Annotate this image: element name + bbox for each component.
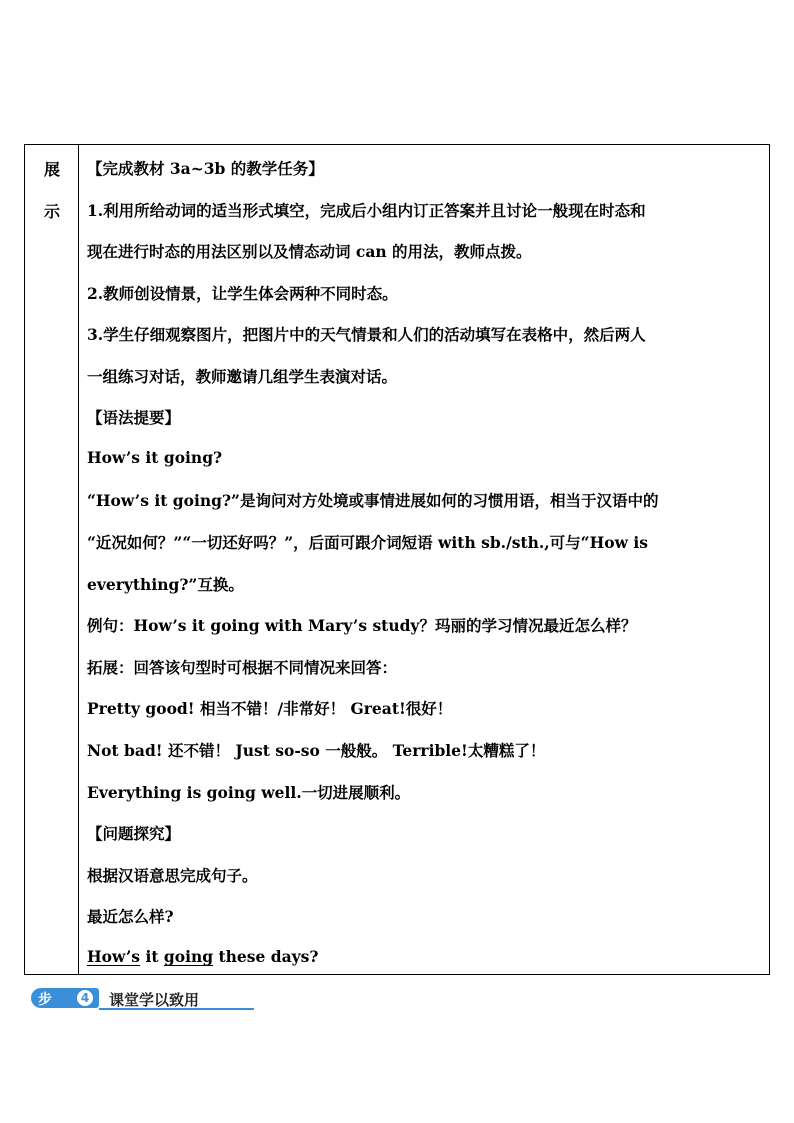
label-char-2: 示 [43, 202, 60, 221]
step-title: 课堂学以致用 [109, 991, 200, 1009]
label-char-1: 展 [43, 160, 60, 179]
text-line: 现在进行时态的用法区别以及情态动词 can 的用法，教师点拨。 [87, 242, 532, 261]
answer-text: it [145, 947, 159, 966]
step-number: 4 [77, 990, 93, 1006]
text-line: 【完成教材 3a~3b 的教学任务】 [87, 159, 324, 178]
text-line: “近况如何？”“一切还好吗？”，后面可跟介词短语 with sb./sth.,可与“How is [87, 533, 648, 552]
text-line: 根据汉语意思完成句子。 [87, 866, 258, 885]
text-line: 1.利用所给动词的适当形式填空，完成后小组内订正答案并且讨论一般现在时态和 [87, 201, 646, 220]
answer-line [87, 947, 765, 966]
text-line: everything?”互换。 [87, 575, 244, 594]
text-line: 3.学生仔细观察图片，把图片中的天气情景和人们的活动填写在表格中，然后两人 [87, 325, 646, 344]
text-line: Pretty good! 相当不错！/非常好！ Great!很好！ [87, 699, 453, 718]
text-line: 【问题探究】 [87, 824, 181, 843]
content-cell [79, 145, 769, 974]
text-line: 最近怎么样? [87, 907, 174, 926]
text-line: Everything is going well.一切进展顺利。 [87, 783, 411, 802]
text-line: “How’s it going?”是询问对方处境或事情进展如何的习惯用语，相当于汉语中的 [87, 491, 659, 510]
answer-blank: How’s [87, 947, 141, 966]
answer-text: these days? [218, 947, 319, 966]
step-label: 步骤 [38, 992, 52, 1028]
text-line: 2.教师创设情景，让学生体会两种不同时态。 [87, 284, 398, 303]
text-line: 【语法提要】 [87, 408, 181, 427]
text-line: Not bad! 还不错！ Just so-so 一般般。 Terrible!太糟糕了！ [87, 741, 546, 760]
text-line: How’s it going? [87, 448, 223, 467]
text-line: 拓展：回答该句型时可根据不同情况来回答： [87, 658, 398, 677]
content-table [24, 144, 770, 975]
answer-blank: going [163, 947, 214, 966]
label-column [25, 145, 79, 974]
text-line: 例句：How’s it going with Mary’s study？玛丽的学习情况最近怎么样？ [87, 616, 637, 635]
text-line: 一组练习对话，教师邀请几组学生表演对话。 [87, 367, 398, 386]
